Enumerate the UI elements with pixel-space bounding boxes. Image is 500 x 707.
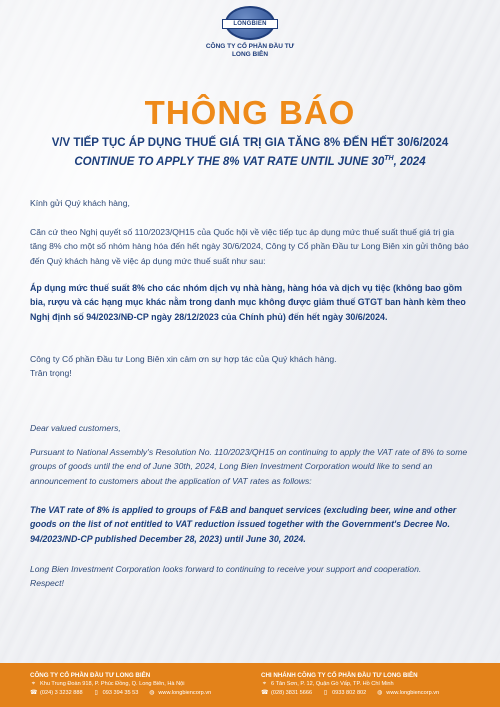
en-thanks: Long Bien Investment Corporation looks forward to continuing to receive your support and cooperation.	[30, 564, 422, 574]
footer-right-contact-row	[261, 689, 471, 698]
vn-regards: Trân trọng!	[30, 368, 72, 379]
subtitle-english-main: CONTINUE TO APPLY THE 8% VAT RATE UNTIL JUNE 30	[74, 155, 385, 168]
en-paragraph-basis: Pursuant to National Assembly's Resolution No. 110/2023/QH15 on continuing to apply the VAT rate of 8% to some groups of goods until the end of June 30th, 2024, Long Bien Investment Corporation would like to send an announcement to customers about the application of VAT rates as follows:	[30, 447, 468, 486]
logo-emblem-icon	[225, 6, 275, 40]
logo-wordmark: LONGBIEN	[222, 19, 278, 29]
en-regards: Respect!	[30, 578, 64, 589]
mobile-icon: ▯	[323, 690, 328, 696]
footer-right-website[interactable]: www.longbiencorp.vn	[386, 690, 440, 696]
globe-icon: ◍	[377, 690, 383, 696]
footer-head-office	[30, 671, 230, 698]
phone-icon: ☎	[261, 690, 269, 696]
footer-right-mobile: 0933 802 802	[332, 690, 367, 696]
subtitle-english-year: , 2024	[393, 155, 426, 168]
company-logo	[0, 6, 500, 59]
footer-right-phone: (028) 3831 5666	[271, 690, 313, 696]
map-pin-icon: ⌖	[31, 681, 36, 687]
subtitle-english-superscript: TH	[384, 155, 394, 162]
subtitle-vietnamese: V/V TIẾP TỤC ÁP DỤNG THUẾ GIÁ TRỊ GIA TĂNG 8% ĐẾN HẾT 30/6/2024	[51, 137, 449, 149]
company-name-line1: CÔNG TY CỔ PHẦN ĐẦU TƯ	[205, 43, 295, 50]
vn-greeting: Kính gửi Quý khách hàng,	[30, 198, 130, 208]
vn-closing	[30, 352, 470, 381]
en-closing	[30, 562, 470, 591]
footer-left-address: Khu Trung Đoàn 918, P. Phúc Đồng, Q. Long Biên, Hà Nội	[40, 681, 185, 687]
footer-branch-office	[261, 671, 471, 698]
globe-icon: ◍	[149, 690, 155, 696]
footer-right-company-name: CHI NHÁNH CÔNG TY CỔ PHẦN ĐẦU TƯ LONG BIÊN	[261, 672, 418, 679]
footer-right-address: 6 Tân Sơn, P. 12, Quận Gò Vấp, TP. Hồ Chí Minh	[271, 681, 394, 687]
footer-right-address-row	[261, 680, 471, 689]
vn-paragraph-basis: Căn cứ theo Nghị quyết số 110/2023/QH15 của Quốc hội về việc tiếp tục áp dụng mức thuế suất thuế giá trị gia tăng 8% cho một số nhóm hàng hóa đến hết ngày 30/6/2024, Công ty Cổ phần Đầu tư Long Biên xin gửi thông báo đến Quý khách hàng về việc áp dụng mức thuế suất như sau:	[30, 227, 469, 266]
footer-left-website[interactable]: www.longbiencorp.vn	[158, 690, 212, 696]
footer-left-address-row	[30, 680, 230, 689]
phone-icon: ☎	[30, 690, 38, 696]
company-name-line2: LONG BIÊN	[231, 51, 269, 58]
footer-left-phone: (024) 3 3232 888	[40, 690, 83, 696]
vn-paragraph-tax-rate: Áp dụng mức thuế suất 8% cho các nhóm dịch vụ nhà hàng, hàng hóa và dịch vụ tiệc (không bao gồm bia, rượu và các hạng mục khác nằm trong danh mục không được giảm thuế GTGT ban hành kèm theo Nghị định số 94/2023/NĐ-CP ngày 28/12/2023 của Chính phủ) đến hết ngày 30/6/2024.	[30, 283, 466, 322]
en-paragraph-tax-rate: The VAT rate of 8% is applied to groups of F&B and banquet services (excluding beer, wine and other goods on the list of not entitled to VAT reduction issued together with the Government's Decree No. 94/2023/ND-CP published December 28, 2023) until June 30, 2024.	[30, 505, 457, 544]
footer-left-contact-row	[30, 689, 230, 698]
footer-bar	[0, 663, 500, 707]
subtitle-english	[0, 155, 500, 168]
mobile-icon: ▯	[94, 690, 98, 696]
vn-thanks: Công ty Cổ phần Đầu tư Long Biên xin cảm ơn sự hợp tác của Quý khách hàng.	[30, 354, 337, 364]
footer-left-company-name: CÔNG TY CỔ PHẦN ĐẦU TƯ LONG BIÊN	[30, 672, 151, 679]
en-greeting: Dear valued customers,	[30, 423, 121, 433]
page-title: THÔNG BÁO	[144, 94, 356, 131]
map-pin-icon: ⌖	[262, 681, 267, 687]
footer-left-mobile: 093 394 35 53	[102, 690, 139, 696]
